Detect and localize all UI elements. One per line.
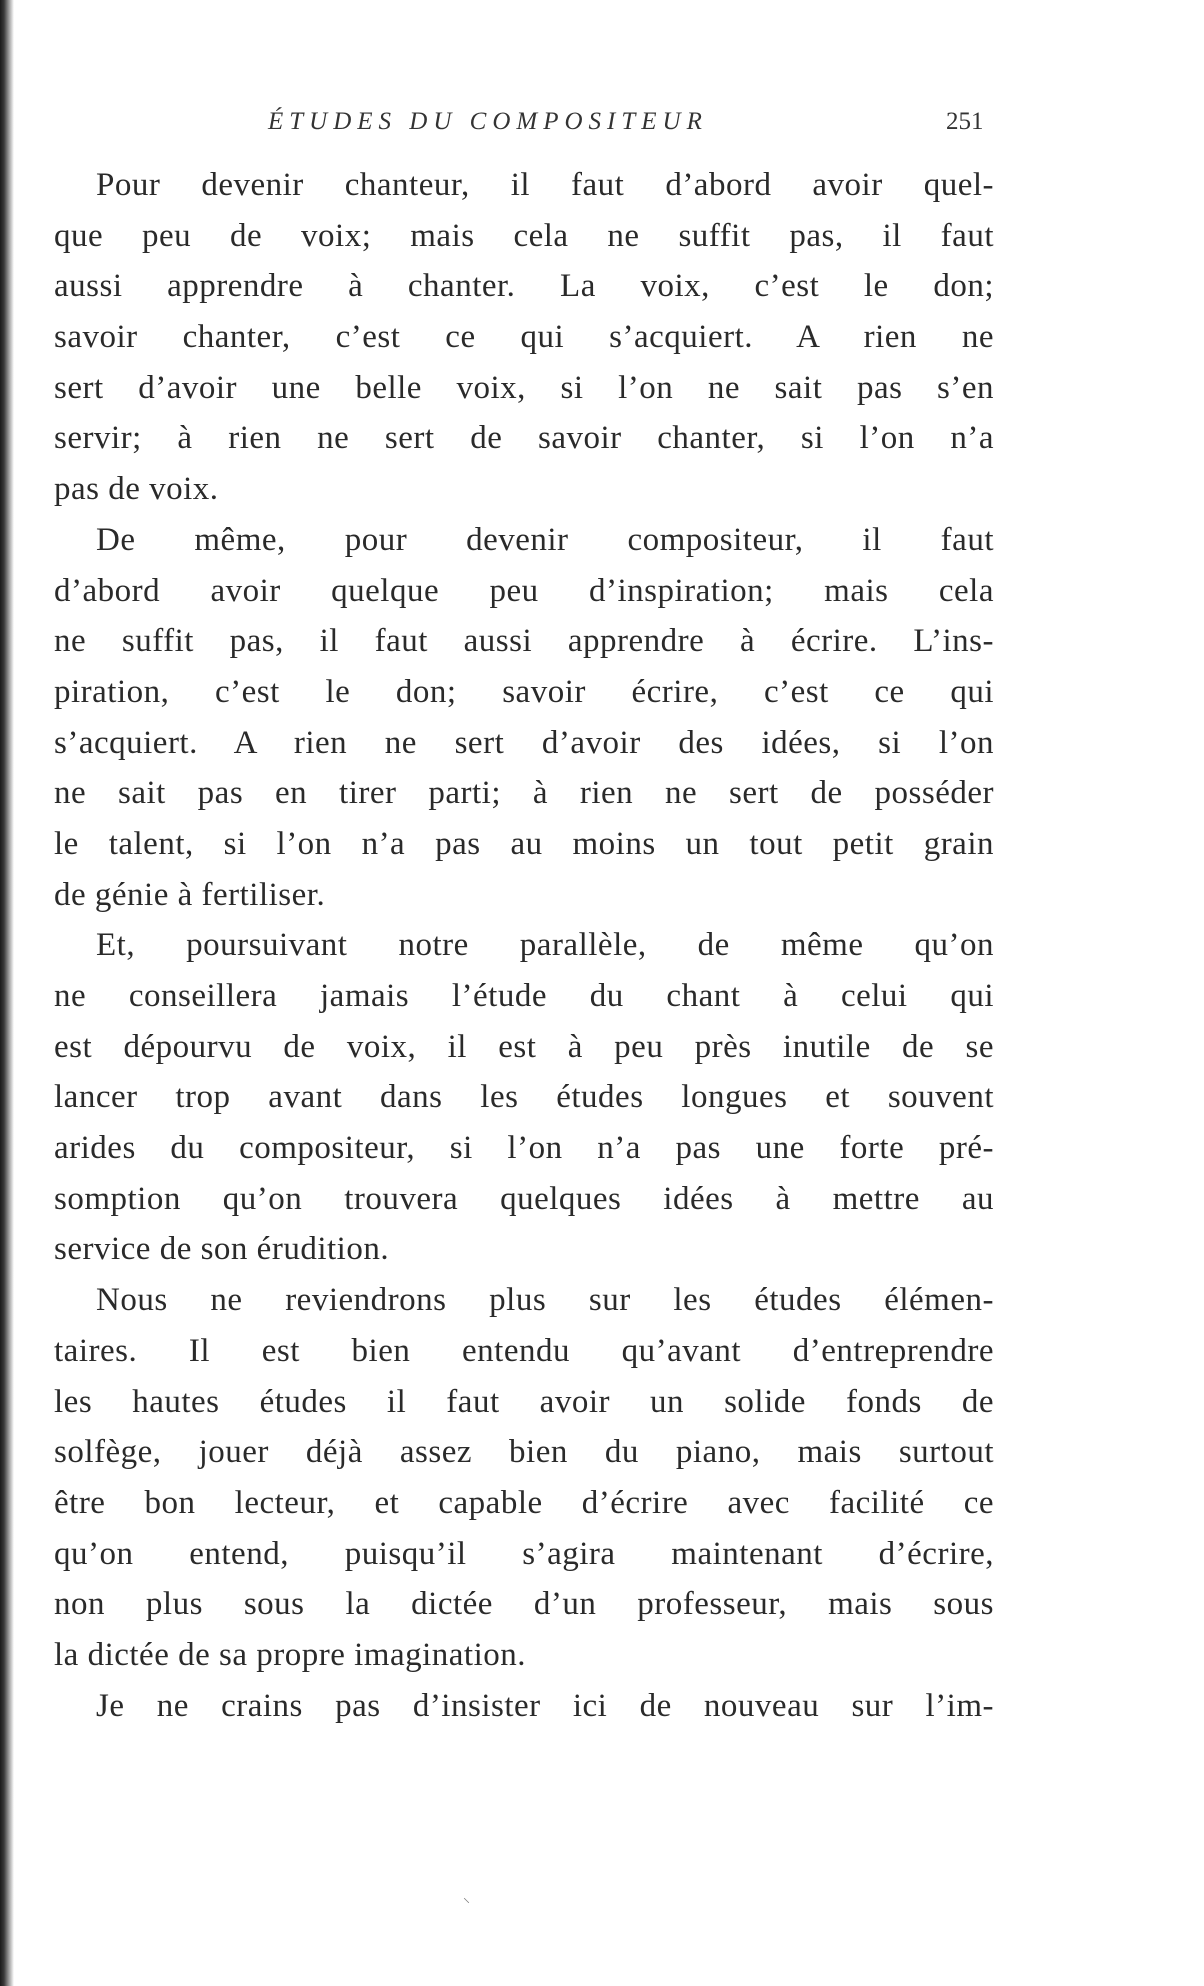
paragraph xyxy=(54,160,994,515)
text-line: sert d’avoir une belle voix, si l’on ne sait pas s’en xyxy=(54,369,994,406)
text-line: qu’on entend, puisqu’il s’agira maintenant d’écrire, xyxy=(54,1535,994,1572)
stray-ink-mark: ⸜ xyxy=(463,1891,470,1906)
text-line: d’abord avoir quelque peu d’inspiration; mais cela xyxy=(54,572,994,609)
text-line: Je ne crains pas d’insister ici de nouveau sur l’im- xyxy=(96,1687,994,1724)
page-binding-edge xyxy=(0,0,14,1986)
text-line: Et, poursuivant notre parallèle, de même qu’on xyxy=(96,927,994,964)
text-line: piration, c’est le don; savoir écrire, c’est ce qui xyxy=(54,673,994,710)
text-line: pas de voix. xyxy=(54,471,219,508)
text-line: Pour devenir chanteur, il faut d’abord avoir quel- xyxy=(96,167,994,203)
text-line: est dépourvu de voix, il est à peu près inutile de se xyxy=(54,1028,994,1065)
text-line: ne suffit pas, il faut aussi apprendre à écrire. L’ins- xyxy=(54,623,994,660)
paragraph xyxy=(54,1275,994,1681)
text-line: aussi apprendre à chanter. La voix, c’est le don; xyxy=(54,268,994,305)
text-line: être bon lecteur, et capable d’écrire avec facilité ce xyxy=(54,1484,994,1521)
text-line: lancer trop avant dans les études longues et souvent xyxy=(54,1079,994,1116)
text-line: arides du compositeur, si l’on n’a pas une forte pré- xyxy=(54,1130,994,1167)
text-line: taires. Il est bien entendu qu’avant d’entreprendre xyxy=(54,1332,994,1369)
paragraph xyxy=(54,1681,994,1732)
page-number: 251 xyxy=(946,108,984,135)
text-line: les hautes études il faut avoir un solide fonds de xyxy=(54,1383,994,1420)
text-line: ne conseillera jamais l’étude du chant à celui qui xyxy=(54,978,994,1014)
text-line: solfège, jouer déjà assez bien du piano, mais surtout xyxy=(54,1434,994,1471)
text-line: servir; à rien ne sert de savoir chanter, si l’on n’a xyxy=(54,420,994,457)
text-line: savoir chanter, c’est ce qui s’acquiert. A rien ne xyxy=(54,319,994,356)
text-line: la dictée de sa propre imagination. xyxy=(54,1636,526,1673)
paragraph xyxy=(54,920,994,1275)
text-line: Nous ne reviendrons plus sur les études élémen- xyxy=(96,1282,994,1319)
text-line: service de son érudition. xyxy=(54,1231,390,1268)
paragraph xyxy=(54,515,994,921)
text-line: somption qu’on trouvera quelques idées à mettre au xyxy=(54,1180,994,1217)
text-line: non plus sous la dictée d’un professeur, mais sous xyxy=(54,1586,994,1623)
text-line: ne sait pas en tirer parti; à rien ne sert de posséder xyxy=(54,775,994,812)
text-line: de génie à fertiliser. xyxy=(54,876,326,913)
running-title: ÉTUDES DU COMPOSITEUR xyxy=(268,108,708,135)
text-line: s’acquiert. A rien ne sert d’avoir des idées, si l’on xyxy=(54,724,994,761)
body-text xyxy=(54,160,994,1731)
text-line: De même, pour devenir compositeur, il faut xyxy=(96,521,994,558)
text-line: que peu de voix; mais cela ne suffit pas, il faut xyxy=(54,217,994,254)
text-line: le talent, si l’on n’a pas au moins un tout petit grain xyxy=(54,825,994,862)
